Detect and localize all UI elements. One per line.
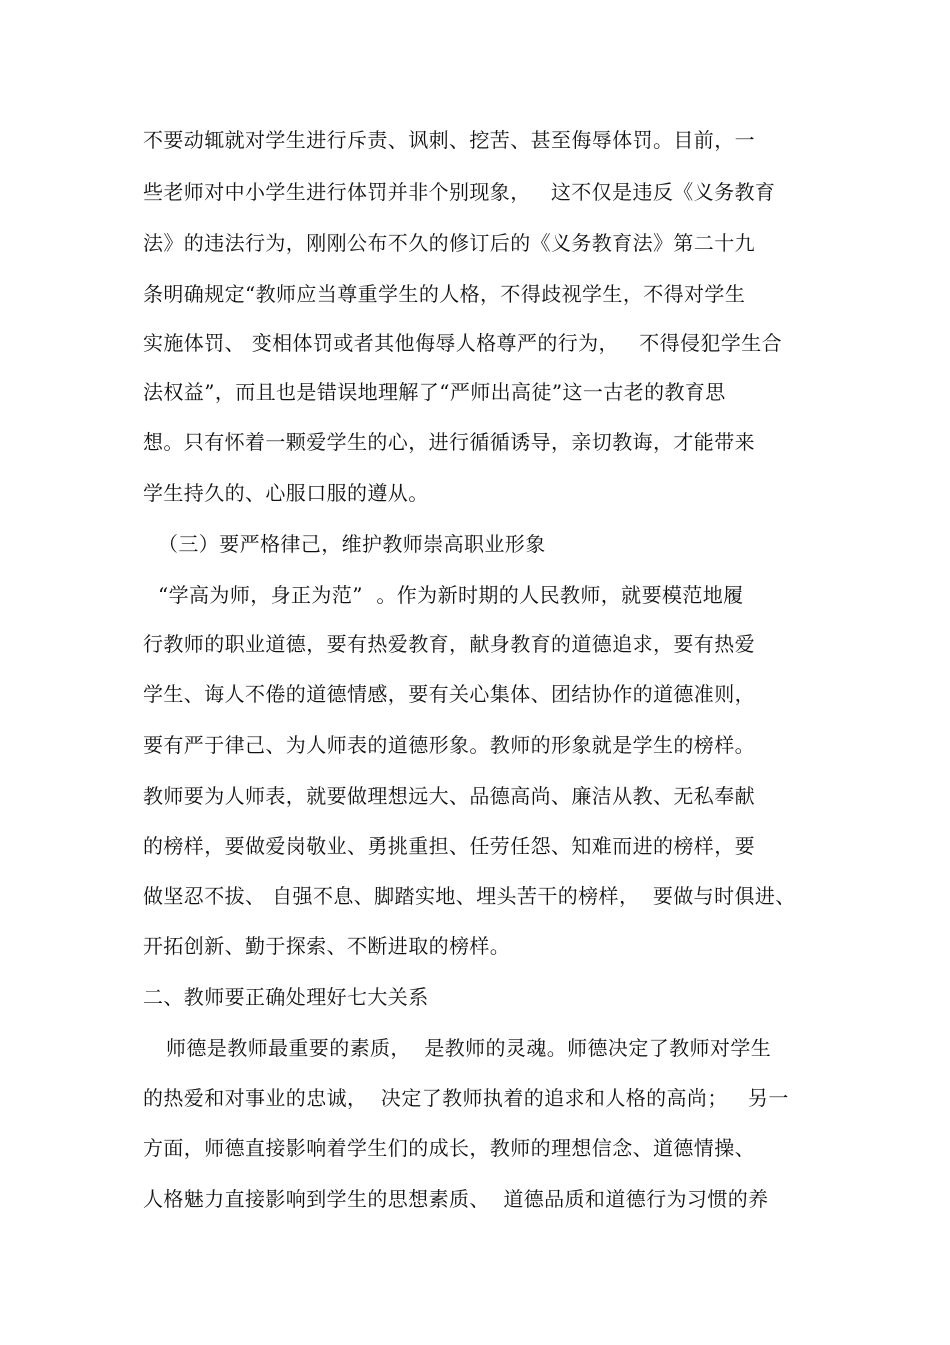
text-line-5: 实施体罚、 变相体罚或者其他侮辱人格尊严的行为， 不得侵犯学生合 xyxy=(143,331,783,355)
text-line-20: 的热爱和对事业的忠诚， 决定了教师执着的追求和人格的高尚； 另一 xyxy=(143,1086,789,1110)
text-line-8: 学生持久的、心服口服的遵从。 xyxy=(143,481,429,505)
text-line-12: 学生、诲人不倦的道德情感，要有关心集体、团结协作的道德准则， xyxy=(143,682,755,706)
text-line-17: 开拓创新、勤于探索、不断进取的榜样。 xyxy=(143,934,511,958)
text-line-11: 行教师的职业道德，要有热爱教育，献身教育的道德追求，要有热爱 xyxy=(143,632,755,656)
text-line-21: 方面，师德直接影响着学生们的成长，教师的理想信念、道德情操、 xyxy=(143,1136,755,1160)
text-line-16: 做坚忍不拔、 自强不息、脚踏实地、埋头苦干的榜样， 要做与时俱进、 xyxy=(143,884,796,908)
text-line-13: 要有严于律己、为人师表的道德形象。教师的形象就是学生的榜样。 xyxy=(143,733,755,757)
section-heading-2: 二、教师要正确处理好七大关系 xyxy=(143,985,429,1009)
text-line-3: 法》的违法行为，刚刚公布不久的修订后的《义务教育法》第二十九 xyxy=(143,231,755,255)
text-line-4: 条明确规定“教师应当尊重学生的人格，不得歧视学生，不得对学生 xyxy=(143,282,746,306)
text-line-22: 人格魅力直接影响到学生的思想素质、 道德品质和道德行为习惯的养 xyxy=(143,1187,769,1211)
text-line-7: 想。只有怀着一颗爱学生的心，进行循循诱导，亲切教诲，才能带来 xyxy=(143,430,755,454)
text-line-1: 不要动辄就对学生进行斥责、讽刺、挖苦、甚至侮辱体罚。目前，一 xyxy=(143,128,755,152)
text-line-10: “学高为师，身正为范” 。作为新时期的人民教师，就要模范地履 xyxy=(158,583,744,607)
text-line-19: 师德是教师最重要的素质， 是教师的灵魂。师德决定了教师对学生 xyxy=(166,1036,772,1060)
text-line-6: 法权益”，而且也是错误地理解了“严师出高徒”这一古老的教育思 xyxy=(143,380,726,404)
text-line-15: 的榜样，要做爱岗敬业、勇挑重担、任劳任怨、知难而进的榜样，要 xyxy=(143,834,755,858)
text-line-2: 些老师对中小学生进行体罚并非个别现象， 这不仅是违反《义务教育 xyxy=(143,180,776,204)
text-line-14: 教师要为人师表，就要做理想远大、品德高尚、廉洁从教、无私奉献 xyxy=(143,784,755,808)
section-heading-3: （三）要严格律己，维护教师崇高职业形象 xyxy=(158,532,546,556)
